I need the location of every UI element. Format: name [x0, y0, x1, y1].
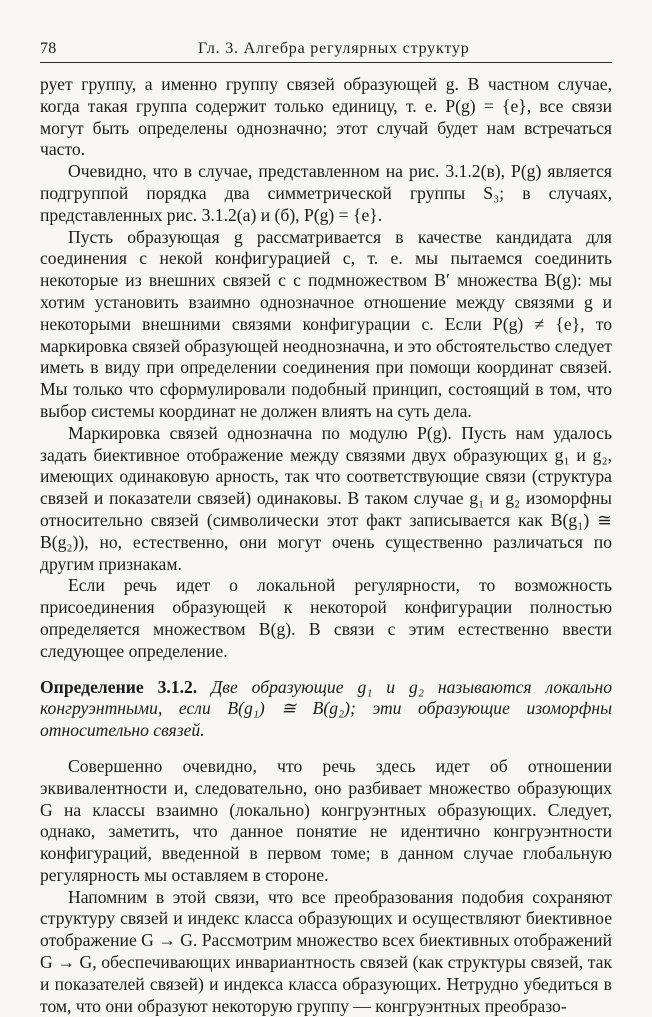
running-title: Гл. 3. Алгебра регулярных структур — [198, 40, 470, 57]
definition-text: Две образующие g₁ и g₂ называются локально конгруэнтными, если B(g₁) ≅ B(g₂); эти образующие изоморфны относительно связей. — [40, 676, 612, 741]
definition — [40, 677, 612, 742]
paragraph: Пусть образующая g рассматривается в качестве кандидата для соединения с некой конфигурацией c, т. е. мы пытаемся соединить некоторые из внешних связей c с подмножеством B′ множества B(g): мы хотим установить взаимно однозначное отношение между связями g и некоторыми внешними связями конфигурации c. Если P(g) ≠ {e}, то маркировка связей образующей неоднозначна, и это обстоятельство следует иметь в виду при определении соединения при помощи координат связей. Мы только что сформулировали подобный принцип, состоящий в том, что выбор системы координат не должен влиять на суть дела. — [40, 226, 612, 421]
paragraph: Напомним в этой связи, что все преобразования подобия сохраняют структуру связей и индекс класса образующих и осуществляют биективное отображение G → G. Рассмотрим множество всех биективных отображений G → G, обеспечивающих инвариантность связей (как структуры связей, так и показателей связей) и индекса класса образующих. Нетрудно убедиться в том, что они образуют некоторую группу — конгруэнтных преобразо- — [40, 886, 612, 1016]
paragraph: Очевидно, что в случае, представленном на рис. 3.1.2(в), P(g) является подгруппой порядка два симметрической группы S₃; в случаях, представленных рис. 3.1.2(а) и (б), P(g) = {e}. — [40, 161, 612, 225]
paragraph: рует группу, а именно группу связей образующей g. В частном случае, когда такая группа содержит только единицу, т. е. P(g) = {e}, все связи могут быть определены однозначно; этот случай будет нам встречаться часто. — [40, 74, 612, 160]
page-body — [40, 74, 612, 1017]
definition-label: Определение 3.1.2. — [40, 676, 198, 697]
paragraph: Если речь идет о локальной регулярности, то возможность присоединения образующей к некоторой конфигурации полностью определяется множеством B(g). В связи с этим естественно ввести следующее определение. — [40, 575, 612, 661]
page-header — [40, 38, 612, 63]
paragraph: Совершенно очевидно, что речь здесь идет об отношении эквивалентности и, следовательно, оно разбивает множество образующих G на классы взаимно (локально) конгруэнтных образующих. Следует, однако, заметить, что данное понятие не идентично конгруэнтности конфигураций, введенной в первом томе; в данном случае глобальную регулярность мы оставляем в стороне. — [40, 755, 612, 885]
page-number: 78 — [40, 40, 57, 57]
paragraph: Маркировка связей однозначна по модулю P(g). Пусть нам удалось задать биективное отображение между связями двух образующих g₁ и g₂, имеющих одинаковую арность, так что соответствующие связи (структура связей и показатели связей) одинаковы. В таком случае g₁ и g₂ изоморфны относительно связей (символически этот факт записывается как B(g₁) ≅ B(g₂)), но, естественно, они могут очень существенно различаться по другим признакам. — [40, 422, 612, 574]
